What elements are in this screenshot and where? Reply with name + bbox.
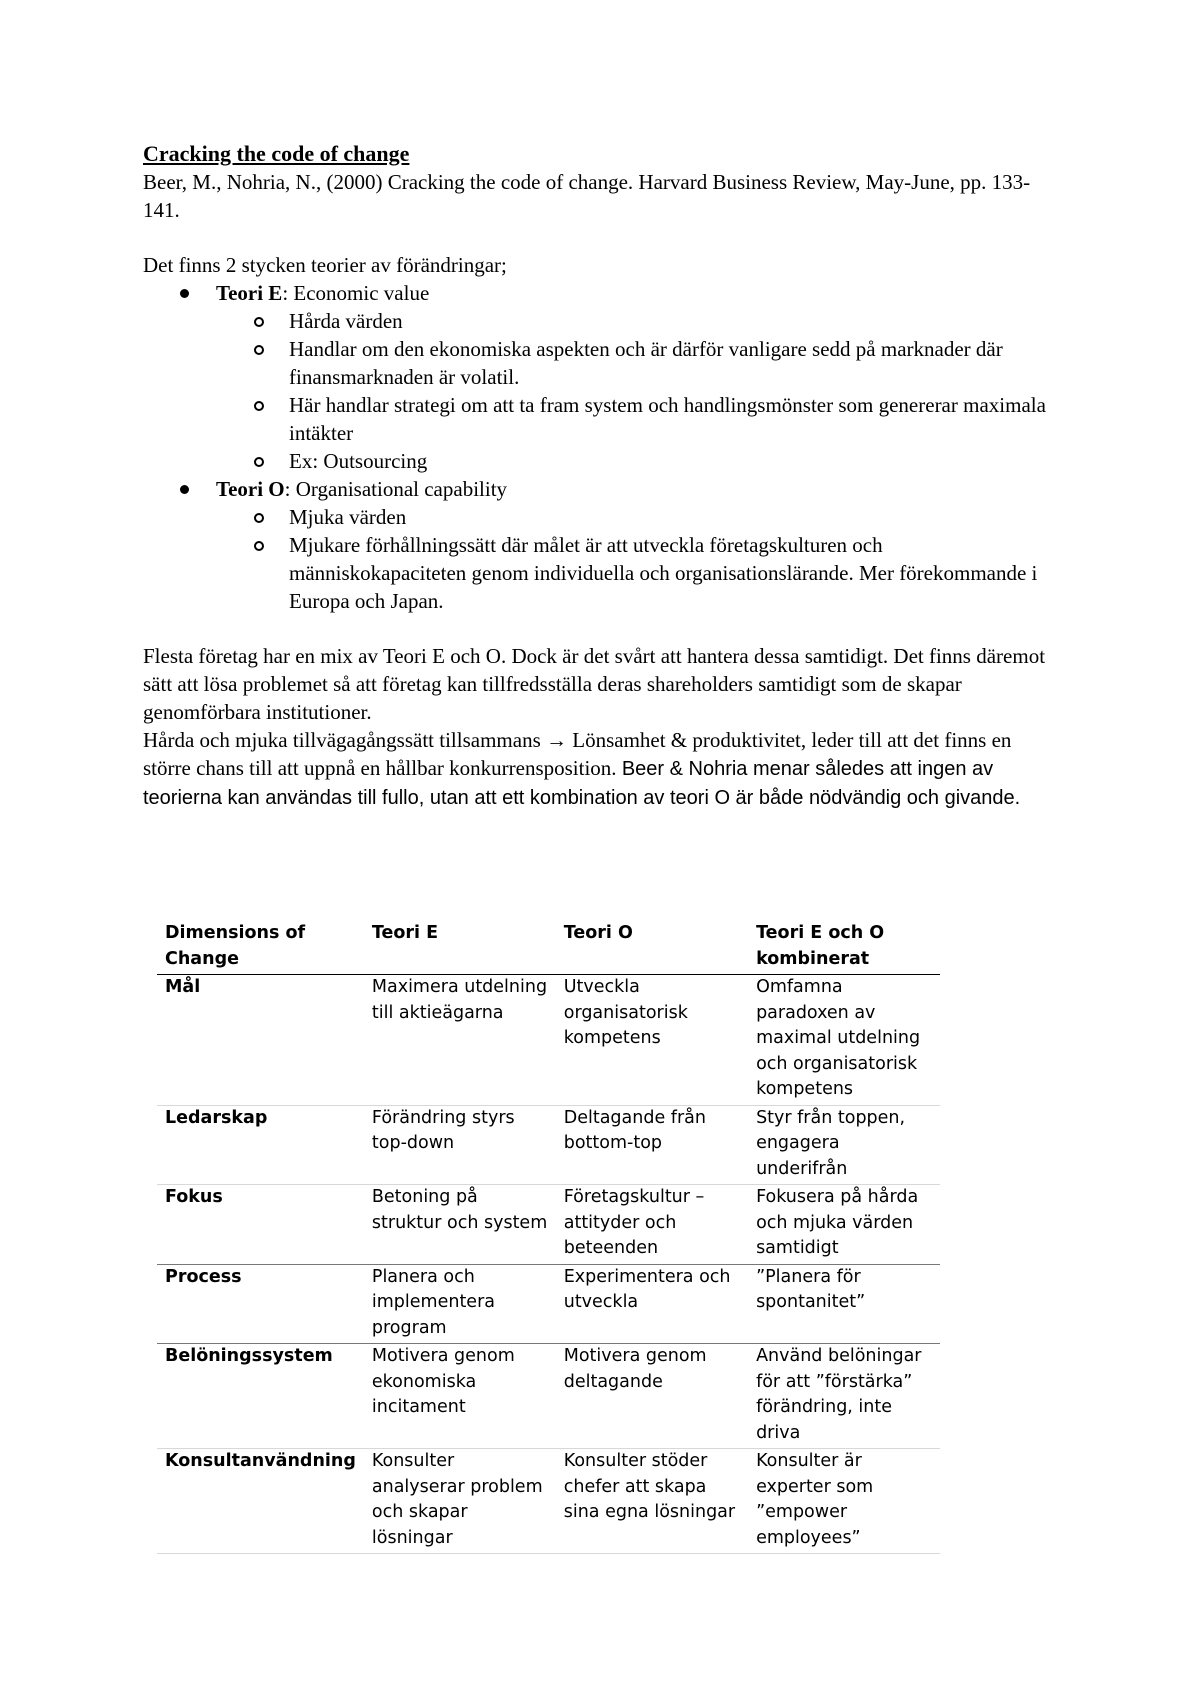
- theory-label: Teori E: [216, 281, 283, 305]
- table-cell: Mål: [157, 975, 364, 1106]
- table-cell: Konsulter analyserar problem och skapar lösningar: [364, 1449, 556, 1554]
- table-cell: Konsulter är experter som ”empower employees”: [748, 1449, 940, 1554]
- table-header: Teori E och O kombinerat: [748, 921, 940, 975]
- point-text: Handlar om den ekonomiska aspekten och är därför vanligare sedd på marknader där finansmarknaden är volatil.: [289, 337, 1003, 389]
- table-cell: Maximera utdelning till aktieägarna: [364, 975, 556, 1106]
- table-cell: Experimentera och utveckla: [556, 1264, 748, 1344]
- theory-item-o: [143, 475, 1063, 615]
- table-row: [157, 975, 940, 1106]
- theory-desc: : Organisational capability: [284, 477, 508, 501]
- table-header: Teori E: [364, 921, 556, 975]
- comparison-table: [157, 921, 940, 1554]
- table-row: [157, 1449, 940, 1554]
- table-cell: Fokusera på hårda och mjuka värden samtidigt: [748, 1185, 940, 1265]
- intro-line: Det finns 2 stycken teorier av förändringar;: [143, 253, 507, 277]
- theory-points: [216, 307, 1063, 475]
- list-item: [143, 391, 1063, 447]
- paragraph-conclusion: [143, 726, 1063, 812]
- table-row: [157, 1185, 940, 1265]
- circle-bullet-icon: [254, 513, 264, 523]
- table-cell: Motivera genom ekonomiska incitament: [364, 1344, 556, 1449]
- list-item: [143, 503, 1063, 531]
- point-text: Mjuka värden: [289, 505, 407, 529]
- table-cell: Konsulter stöder chefer att skapa sina egna lösningar: [556, 1449, 748, 1554]
- theory-list: [143, 279, 1063, 615]
- arrow-icon: →: [546, 728, 567, 752]
- table-cell: Fokus: [157, 1185, 364, 1265]
- list-item: [143, 531, 1063, 615]
- table-header-row: [157, 921, 940, 975]
- list-item: [143, 447, 1063, 475]
- table-cell: Förändring styrs top-down: [364, 1105, 556, 1185]
- table-cell: Företagskultur – attityder och beteenden: [556, 1185, 748, 1265]
- table-cell: Omfamna paradoxen av maximal utdelning och organisatorisk kompetens: [748, 975, 940, 1106]
- table-cell: Deltagande från bottom-top: [556, 1105, 748, 1185]
- table-header: Teori O: [556, 921, 748, 975]
- table-header: Dimensions of Change: [157, 921, 364, 975]
- theory-points: [216, 503, 1063, 615]
- list-item: [143, 335, 1063, 391]
- document-page: [143, 140, 1063, 812]
- circle-bullet-icon: [254, 457, 264, 467]
- table-cell: Styr från toppen, engagera underifrån: [748, 1105, 940, 1185]
- table-cell: Använd belöningar för att ”förstärka” förändring, inte driva: [748, 1344, 940, 1449]
- circle-bullet-icon: [254, 541, 264, 551]
- citation: Beer, M., Nohria, N., (2000) Cracking the code of change. Harvard Business Review, May-June, pp. 133-141.: [143, 170, 1031, 222]
- paragraph-mix: Flesta företag har en mix av Teori E och O. Dock är det svårt att hantera dessa samtidigt. Det finns däremot sätt att lösa problemet så att företag kan tillfredsställa deras shareholders samtidigt som de skapar genomförbara institutioner.: [143, 644, 1046, 724]
- table-cell: Planera och implementera program: [364, 1264, 556, 1344]
- bullet-icon: [180, 289, 189, 298]
- point-text: Mjukare förhållningssätt där målet är att utveckla företagskulturen och människokapaciteten genom individuella och organisationslärande. Mer förekommande i Europa och Japan.: [289, 533, 1038, 613]
- point-text: Här handlar strategi om att ta fram system och handlingsmönster som genererar maximala intäkter: [289, 393, 1046, 445]
- theory-label: Teori O: [216, 477, 285, 501]
- table-cell: Process: [157, 1264, 364, 1344]
- bullet-icon: [180, 485, 189, 494]
- table-cell: Motivera genom deltagande: [556, 1344, 748, 1449]
- document-title: Cracking the code of change: [143, 141, 410, 166]
- table-cell: Utveckla organisatorisk kompetens: [556, 975, 748, 1106]
- conclusion-text-b: Lönsamhet & produktivitet, leder till att det finns en större chans till att uppnå en hållbar konkurrensposition.: [143, 728, 1012, 780]
- table-cell: Betoning på struktur och system: [364, 1185, 556, 1265]
- circle-bullet-icon: [254, 345, 264, 355]
- table-row: [157, 1105, 940, 1185]
- point-text: Hårda värden: [289, 309, 403, 333]
- table-cell: Ledarskap: [157, 1105, 364, 1185]
- table-cell: Konsultanvändning: [157, 1449, 364, 1554]
- conclusion-text-c: Beer & Nohria menar således att ingen av teorierna kan användas till fullo, utan att ett kombination av teori O är både nödvändig och givande.: [143, 758, 1021, 809]
- table-row: [157, 1264, 940, 1344]
- circle-bullet-icon: [254, 317, 264, 327]
- circle-bullet-icon: [254, 401, 264, 411]
- table-cell: ”Planera för spontanitet”: [748, 1264, 940, 1344]
- theory-item-e: [143, 279, 1063, 475]
- conclusion-text-a: Hårda och mjuka tillvägagångssätt tillsammans: [143, 728, 546, 752]
- table-cell: Belöningssystem: [157, 1344, 364, 1449]
- table-row: [157, 1344, 940, 1449]
- theory-desc: : Economic value: [282, 281, 430, 305]
- point-text: Ex: Outsourcing: [289, 449, 428, 473]
- list-item: [143, 307, 1063, 335]
